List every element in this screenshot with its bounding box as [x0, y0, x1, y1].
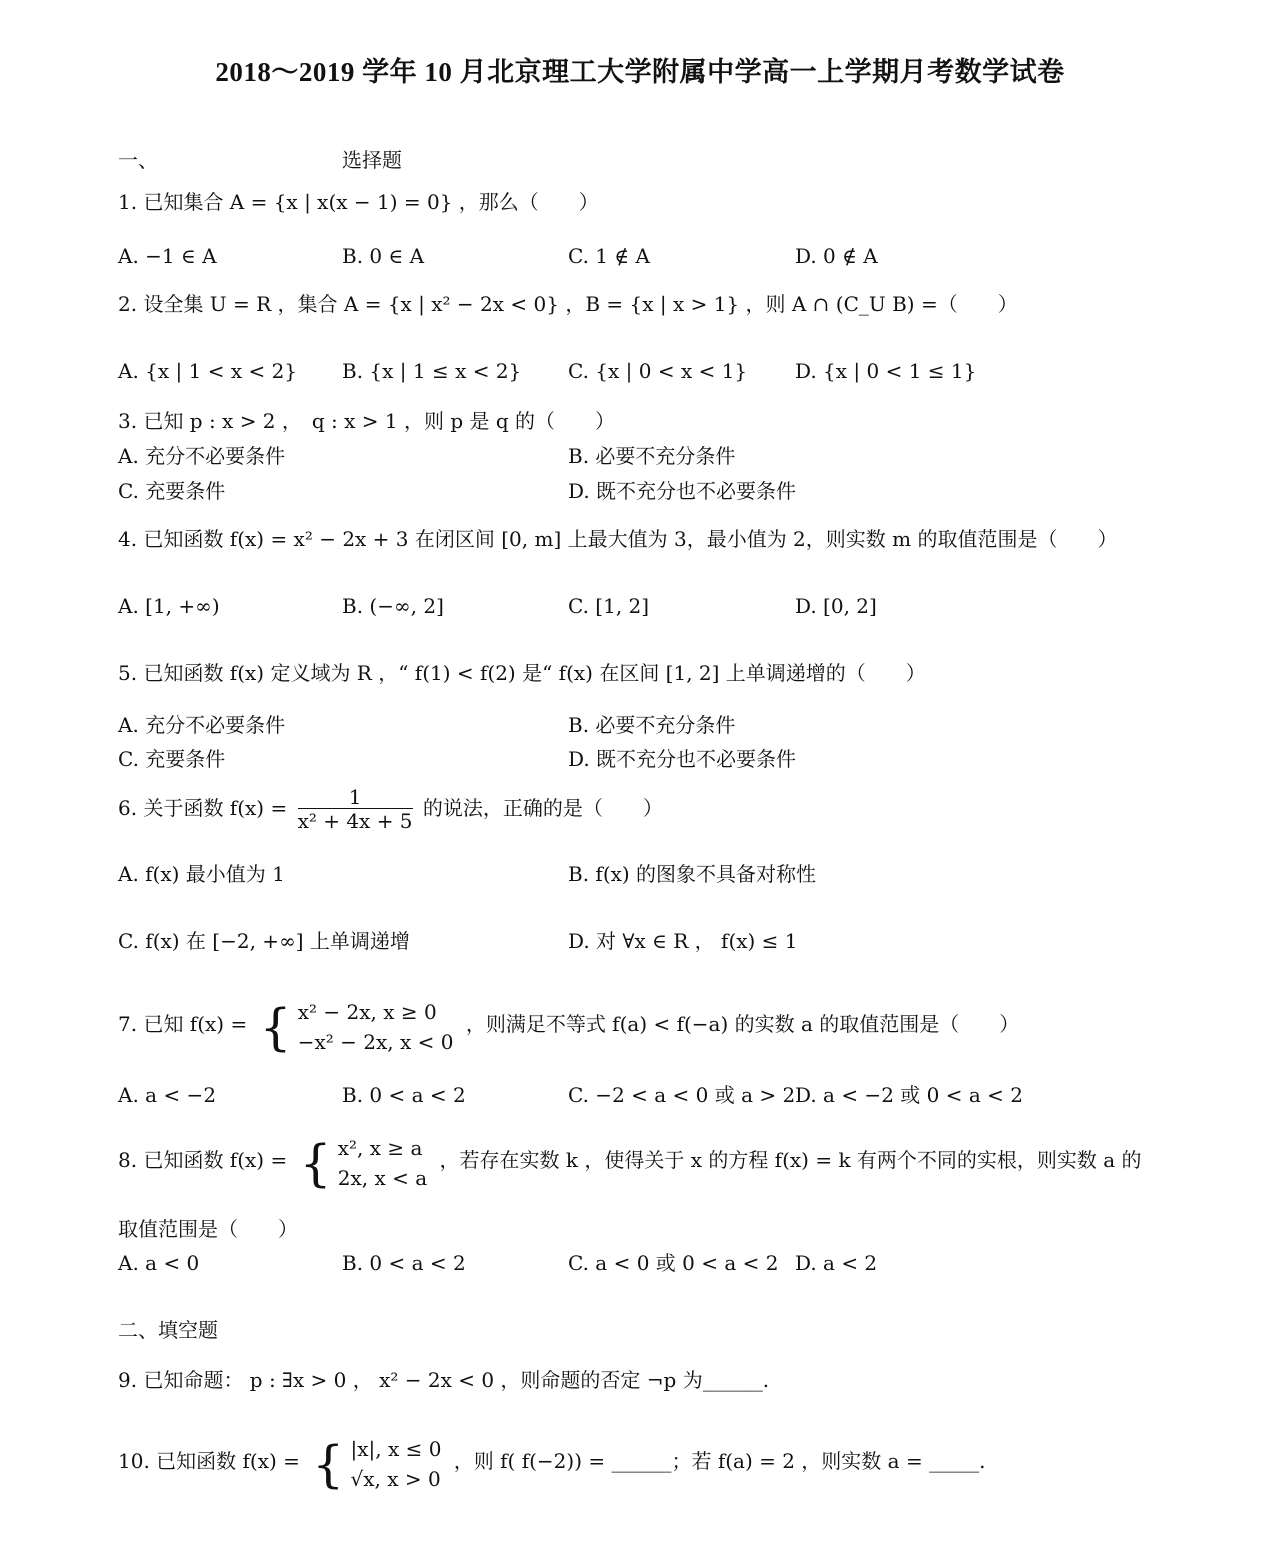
question-7-stem: [118, 988, 1019, 1062]
section-title: 选择题: [342, 148, 402, 172]
q8-stem-suffix: ，若存在实数 k ，使得关于 x 的方程 f(x) = k 有两个不同的实根，则实数 a 的: [439, 1148, 1142, 1172]
q5-option-d: D. 既不充分也不必要条件: [568, 747, 797, 771]
question-8-stem: [118, 1124, 1142, 1198]
brace-icon: {: [312, 1435, 345, 1493]
q8-case-1: x², x ≥ a: [337, 1136, 423, 1160]
question-1-stem: 1. 已知集合 A = {x | x(x − 1) = 0} ，那么（ ）: [118, 190, 599, 214]
q10-case-1: |x|, x ≤ 0: [350, 1437, 442, 1461]
question-6-stem: [118, 780, 663, 836]
section-number: 一、: [118, 148, 158, 172]
q2-option-d: D. {x | 0 < 1 ≤ 1}: [795, 359, 977, 383]
q8-case-2: 2x, x < a: [337, 1166, 428, 1190]
q8-piecewise: [300, 1126, 428, 1198]
q6-fraction: [298, 786, 413, 833]
q8-option-c: C. a < 0 或 0 < a < 2: [568, 1251, 779, 1275]
q10-case-2: √x, x > 0: [350, 1467, 441, 1491]
q8-stem-prefix: 8. 已知函数 f(x) =: [118, 1148, 288, 1172]
q10-stem-suffix: ，则 f( f(−2)) = ______；若 f(a) = 2 ，则实数 a = _____.: [453, 1449, 986, 1473]
q6-numerator: 1: [298, 786, 413, 809]
q6-option-a: A. f(x) 最小值为 1: [118, 862, 285, 886]
q1-option-c: C. 1 ∉ A: [568, 244, 650, 268]
q8-stem-continued: 取值范围是（ ）: [118, 1217, 298, 1241]
q1-option-a: A. −1 ∈ A: [118, 244, 217, 268]
exam-title: 2018～2019 学年 10 月北京理工大学附属中学高一上学期月考数学试卷: [215, 57, 1065, 87]
section-2-title: 二、填空题: [118, 1318, 218, 1342]
brace-icon: {: [259, 998, 292, 1056]
q2-option-b: B. {x | 1 ≤ x < 2}: [342, 359, 522, 383]
q7-option-c: C. −2 < a < 0 或 a > 2: [568, 1083, 796, 1107]
question-10-stem: [118, 1425, 985, 1499]
q7-option-a: A. a < −2: [118, 1083, 217, 1107]
q3-option-c: C. 充要条件: [118, 479, 226, 503]
q7-option-d: D. a < −2 或 0 < a < 2: [795, 1083, 1023, 1107]
q5-option-c: C. 充要条件: [118, 747, 226, 771]
q3-option-a: A. 充分不必要条件: [118, 444, 286, 468]
question-2-stem: 2. 设全集 U = R ，集合 A = {x | x² − 2x < 0} ，B = {x | x > 1} ，则 A ∩ (C_U B) =（ ）: [118, 292, 1018, 316]
q2-option-a: A. {x | 1 < x < 2}: [118, 359, 298, 383]
q10-stem-prefix: 10. 已知函数 f(x) =: [118, 1449, 300, 1473]
question-5-stem: 5. 已知函数 f(x) 定义域为 R ，“ f(1) < f(2) 是“ f(x) 在区间 [1, 2] 上单调递增的（ ）: [118, 661, 926, 685]
q3-option-b: B. 必要不充分条件: [568, 444, 736, 468]
q7-case-1: x² − 2x, x ≥ 0: [297, 1000, 437, 1024]
q1-option-b: B. 0 ∈ A: [342, 244, 425, 268]
q4-option-a: A. [1, +∞): [118, 594, 220, 618]
q7-stem-suffix: ，则满足不等式 f(a) < f(−a) 的实数 a 的取值范围是（ ）: [465, 1012, 1020, 1036]
q7-stem-prefix: 7. 已知 f(x) =: [118, 1012, 248, 1036]
q4-option-b: B. (−∞, 2]: [342, 594, 444, 618]
q7-option-b: B. 0 < a < 2: [342, 1083, 466, 1107]
q6-stem-prefix: 6. 关于函数 f(x) =: [118, 796, 288, 820]
q6-option-d: D. 对 ∀x ∈ R ， f(x) ≤ 1: [568, 929, 798, 953]
q5-option-a: A. 充分不必要条件: [118, 713, 286, 737]
q7-piecewise: [260, 990, 454, 1062]
q6-stem-suffix: 的说法，正确的是（ ）: [422, 796, 663, 820]
q7-case-2: −x² − 2x, x < 0: [297, 1030, 454, 1054]
q5-option-b: B. 必要不充分条件: [568, 713, 736, 737]
q8-option-d: D. a < 2: [795, 1251, 878, 1275]
q3-option-d: D. 既不充分也不必要条件: [568, 479, 797, 503]
q6-option-c: C. f(x) 在 [−2, +∞] 上单调递增: [118, 929, 410, 953]
question-9-stem: 9. 已知命题： p : ∃x > 0 ， x² − 2x < 0 ，则命题的否定 ¬p 为______.: [118, 1368, 770, 1392]
brace-icon: {: [299, 1134, 332, 1192]
q1-option-d: D. 0 ∉ A: [795, 244, 878, 268]
q4-option-c: C. [1, 2]: [568, 594, 650, 618]
question-4-stem: 4. 已知函数 f(x) = x² − 2x + 3 在闭区间 [0, m] 上最大值为 3，最小值为 2，则实数 m 的取值范围是（ ）: [118, 527, 1118, 551]
q2-option-c: C. {x | 0 < x < 1}: [568, 359, 748, 383]
q8-option-a: A. a < 0: [118, 1251, 200, 1275]
q6-option-b: B. f(x) 的图象不具备对称性: [568, 862, 817, 886]
question-3-stem: 3. 已知 p : x > 2 ， q : x > 1 ，则 p 是 q 的（ ）: [118, 409, 616, 433]
q4-option-d: D. [0, 2]: [795, 594, 877, 618]
q10-piecewise: [312, 1427, 441, 1499]
q8-option-b: B. 0 < a < 2: [342, 1251, 466, 1275]
q6-denominator: x² + 4x + 5: [297, 809, 413, 833]
